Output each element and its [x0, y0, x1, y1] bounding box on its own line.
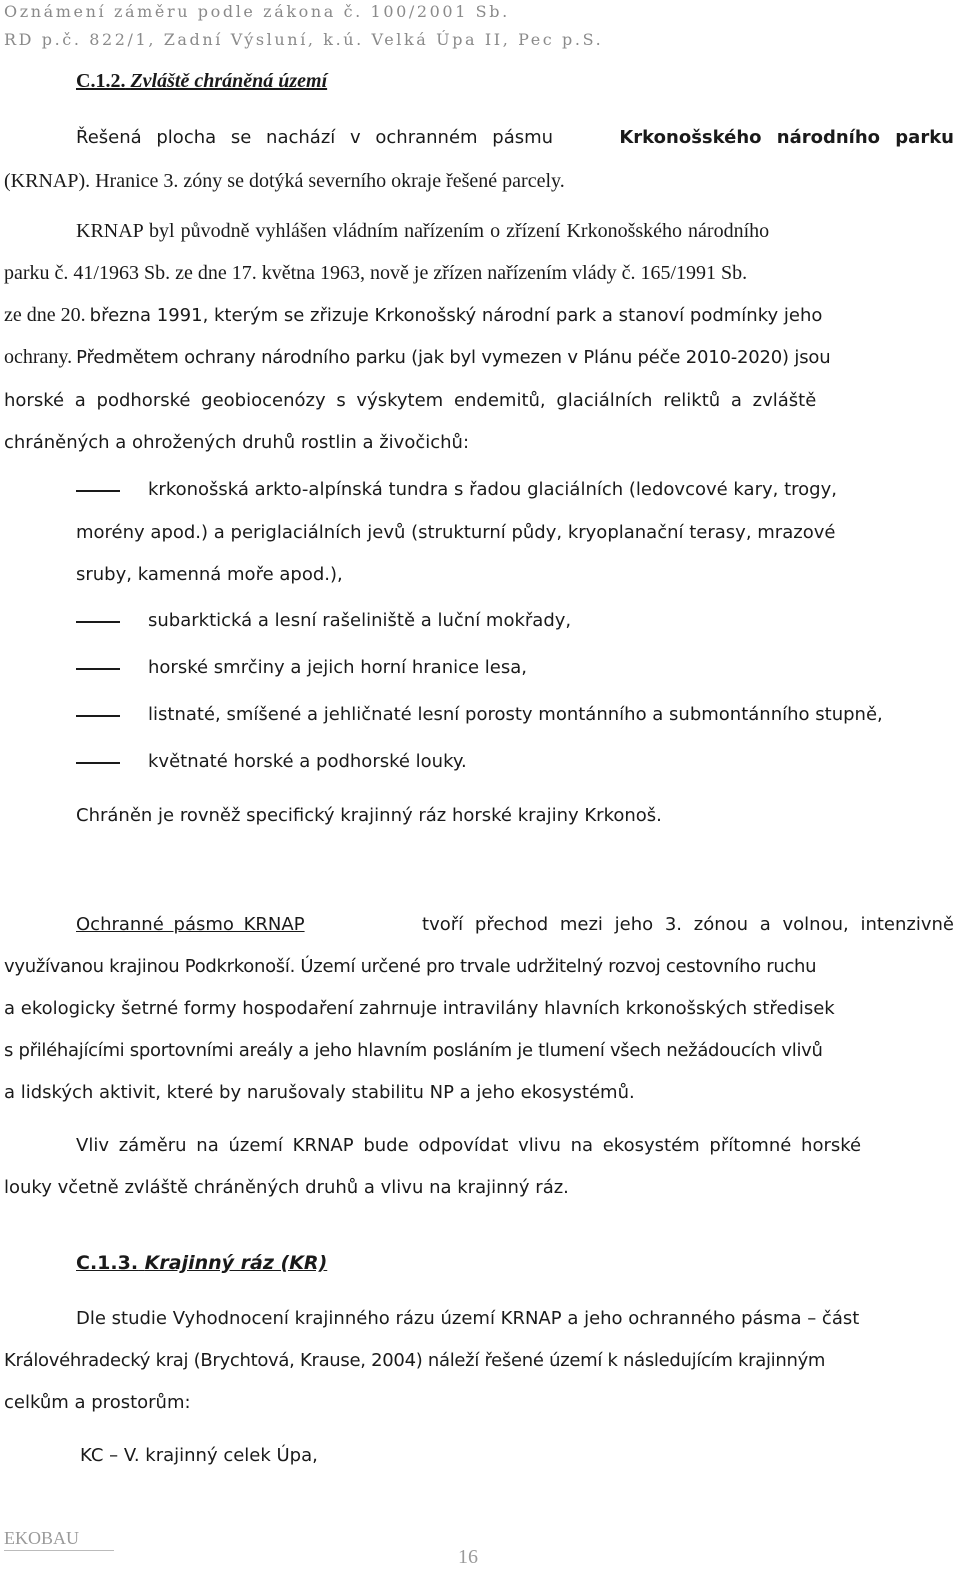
para2-line1: KRNAP byl původně vyhlášen vládním nařízením o zřízení Krkonošského národního [76, 220, 770, 242]
para4-line5: a lidských aktivit, které by narušovaly stabilitu NP a jeho ekosystémů. [4, 1082, 635, 1103]
page-number: 16 [458, 1546, 478, 1568]
para5-line1: Vliv záměru na území KRNAP bude odpovídat vlivu na ekosystém přítomné horské [76, 1135, 862, 1156]
list-item-4: listnaté, smíšené a jehličnaté lesní porosty montánního a submontánního stupně, [148, 704, 883, 725]
para4-line2: využívanou krajinou Podkrkonoší. Území určené pro trvale udržitelný rozvoj cestovního ruchu [4, 956, 817, 977]
section-heading-zchu [76, 70, 327, 93]
para2-line4-a: ochrany. [4, 346, 73, 368]
para2-line3-a: ze dne 20. [4, 304, 86, 326]
para4-line1 [76, 903, 954, 946]
para2-line4 [4, 336, 830, 379]
list-item-1-line3: sruby, kamenná moře apod.), [76, 564, 343, 585]
para3: Chráněn je rovněž specifický krajinný ráz horské krajiny Krkonoš. [76, 805, 662, 826]
para2-line4-b: Předmětem ochrany národního parku (jak byl vymezen v Plánu péče 2010-2020) jsou [76, 347, 831, 368]
para6-line3: celkům a prostorům: [4, 1392, 191, 1413]
para1-line1-bold: Krkonošského národního parku [619, 127, 954, 148]
footer-brand: EKOBAU [4, 1528, 79, 1548]
list-item-3: horské smrčiny a jejich horní hranice lesa, [148, 657, 528, 678]
section2-title: Krajinný ráz (KR) [144, 1252, 328, 1274]
header-line-2: RD p.č. 822/1, Zadní Výsluní, k.ú. Velká Úpa II, Pec p.S. [4, 30, 604, 49]
list-dash-1 [76, 490, 120, 492]
para2-line3-b: března 1991, kterým se zřizuje Krkonošský národní park a stanoví podmínky jeho [89, 305, 823, 326]
list-item-2: subarktická a lesní rašeliniště a luční mokřady, [148, 610, 572, 631]
para4-line1-rest: tvoří přechod mezi jeho 3. zónou a volnou, intenzivně [422, 914, 954, 935]
list-item-1-line2: morény apod.) a periglaciálních jevů (strukturní půdy, kryoplanační terasy, mrazové [76, 522, 836, 543]
list-item-5: květnaté horské a podhorské louky. [148, 751, 467, 772]
para1-line2: (KRNAP). Hranice 3. zóny se dotýká severního okraje řešené parcely. [4, 170, 565, 192]
section-title: Zvláště chráněná území [130, 70, 328, 92]
ochranne-pasmo-link: Ochranné pásmo KRNAP [76, 914, 305, 935]
para6-line2: Královéhradecký kraj (Brychtová, Krause, 2004) náleží řešené území k následujícím krajinným [4, 1350, 826, 1371]
para1-line1-text: Řešená plocha se nachází v ochranném pásmu [76, 127, 554, 148]
para1-line1 [76, 116, 954, 159]
header-line-1: Oznámení záměru podle zákona č. 100/2001 Sb. [4, 2, 510, 21]
para5-line2: louky včetně zvláště chráněných druhů a vlivu na krajinný ráz. [4, 1177, 569, 1198]
para6-line1: Dle studie Vyhodnocení krajinného rázu území KRNAP a jeho ochranného pásma – část [76, 1308, 860, 1329]
list-dash-3 [76, 668, 120, 670]
para2-line2: parku č. 41/1963 Sb. ze dne 17. května 1963, nově je zřízen nařízením vlády č. 165/1991 Sb. [4, 262, 748, 284]
para4-line3: a ekologicky šetrné formy hospodaření zahrnuje intravilány hlavních krkonošských středisek [4, 998, 835, 1019]
list-dash-4 [76, 715, 120, 717]
para2-line6: chráněných a ohrožených druhů rostlin a živočichů: [4, 432, 470, 453]
section2-number: C.1.3. [76, 1252, 139, 1274]
footer-rule [4, 1550, 114, 1551]
list-dash-5 [76, 762, 120, 764]
list-dash-2 [76, 621, 120, 623]
list-item-1-line1: krkonošská arkto-alpínská tundra s řadou glaciálních (ledovcové kary, trogy, [148, 479, 837, 500]
section-number: C.1.2. [76, 70, 126, 92]
section-heading-kr [76, 1252, 327, 1274]
para2-line3 [4, 294, 822, 337]
kc-line: KC – V. krajinný celek Úpa, [80, 1445, 318, 1466]
para4-line4: s přiléhajícími sportovními areály a jeho hlavním posláním je tlumení všech nežádoucích vlivů [4, 1040, 823, 1061]
para2-line5: horské a podhorské geobiocenózy s výskytem endemitů, glaciálních reliktů a zvláště [4, 390, 817, 411]
